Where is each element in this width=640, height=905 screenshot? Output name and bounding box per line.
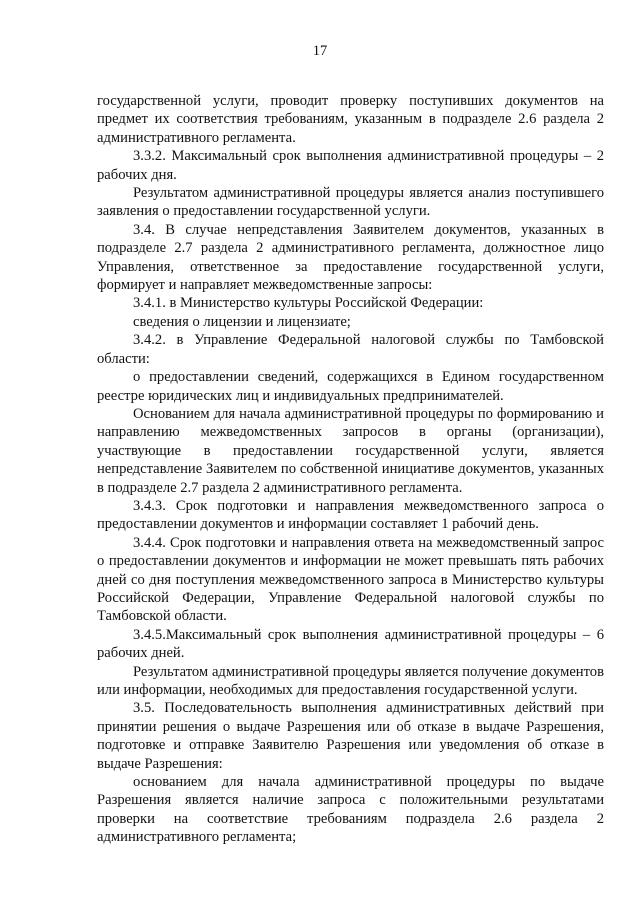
- paragraph-3-4-1: 3.4.1. в Министерство культуры Российской Федерации:: [133, 295, 484, 312]
- paragraph-3-4-2: 3.4.2. в Управление Федеральной налоговой службы по Тамбовской области:: [97, 332, 604, 367]
- paragraph-1: государственной услуги, проводит проверку поступивших документов на предмет их соответствия требованиям, указанным в подразделе 2.6 раздела 2 административного регламента.: [97, 93, 604, 146]
- paragraph-3-4-4: 3.4.4. Срок подготовки и направления ответа на межведомственный запрос о предоставлении документов и информации не может превышать пять рабочих дней со дня поступления межведомственного запроса в Министерство культуры Российской Федерации, Управление Федеральной налоговой службы по Тамбовской области.: [97, 534, 604, 625]
- paragraph-basis-requests: Основанием для начала административной процедуры по формированию и направлению межведомственных запросов в органы (организации), участвующие в предоставлении государственной услуги, является непредставление Заявителем по собственной инициативе документов, указанных в подразделе 2.7 раздела 2 административного регламента.: [97, 405, 604, 496]
- page-number: 17: [312, 43, 328, 59]
- paragraph-basis-issuance: основанием для начала административной процедуры по выдаче Разрешения является наличие запроса с положительными результатами проверки на соответствие требованиям подраздела 2.6 раздела 2 административного регламента;: [97, 774, 604, 846]
- paragraph-3-4-5: 3.4.5.Максимальный срок выполнения административной процедуры – 6 рабочих дней.: [97, 626, 604, 662]
- paragraph-result-analysis: Результатом административной процедуры является анализ поступившего заявления о предоставлении государственной услуги.: [97, 185, 604, 220]
- document-body: [97, 92, 604, 847]
- paragraph-3-5: 3.5. Последовательность выполнения административных действий при принятии решения о выдаче Разрешения или об отказе в выдаче Разрешения, подготовке и отправке Заявителю Разрешения или уведомления об отказе в выдаче Разрешения:: [97, 700, 604, 772]
- paragraph-3-3-2: 3.3.2. Максимальный срок выполнения административной процедуры – 2 рабочих дня.: [97, 148, 604, 183]
- paragraph-result-documents: Результатом административной процедуры является получение документов или информации, необходимых для предоставления государственной услуги.: [97, 663, 604, 698]
- paragraph-3-4: 3.4. В случае непредставления Заявителем документов, указанных в подразделе 2.7 раздела 2 административного регламента, должностное лицо Управления, ответственное за предоставление государственной услуги, формирует и направляет межведомственные запросы:: [97, 221, 604, 294]
- paragraph-license-info: сведения о лицензии и лицензиате;: [133, 313, 351, 330]
- paragraph-3-4-3: 3.4.3. Срок подготовки и направления межведомственного запроса о предоставлении документов и информации составляет 1 рабочий день.: [97, 497, 604, 533]
- paragraph-egrul-info: о предоставлении сведений, содержащихся в Едином государственном реестре юридических лиц и индивидуальных предпринимателей.: [97, 369, 604, 404]
